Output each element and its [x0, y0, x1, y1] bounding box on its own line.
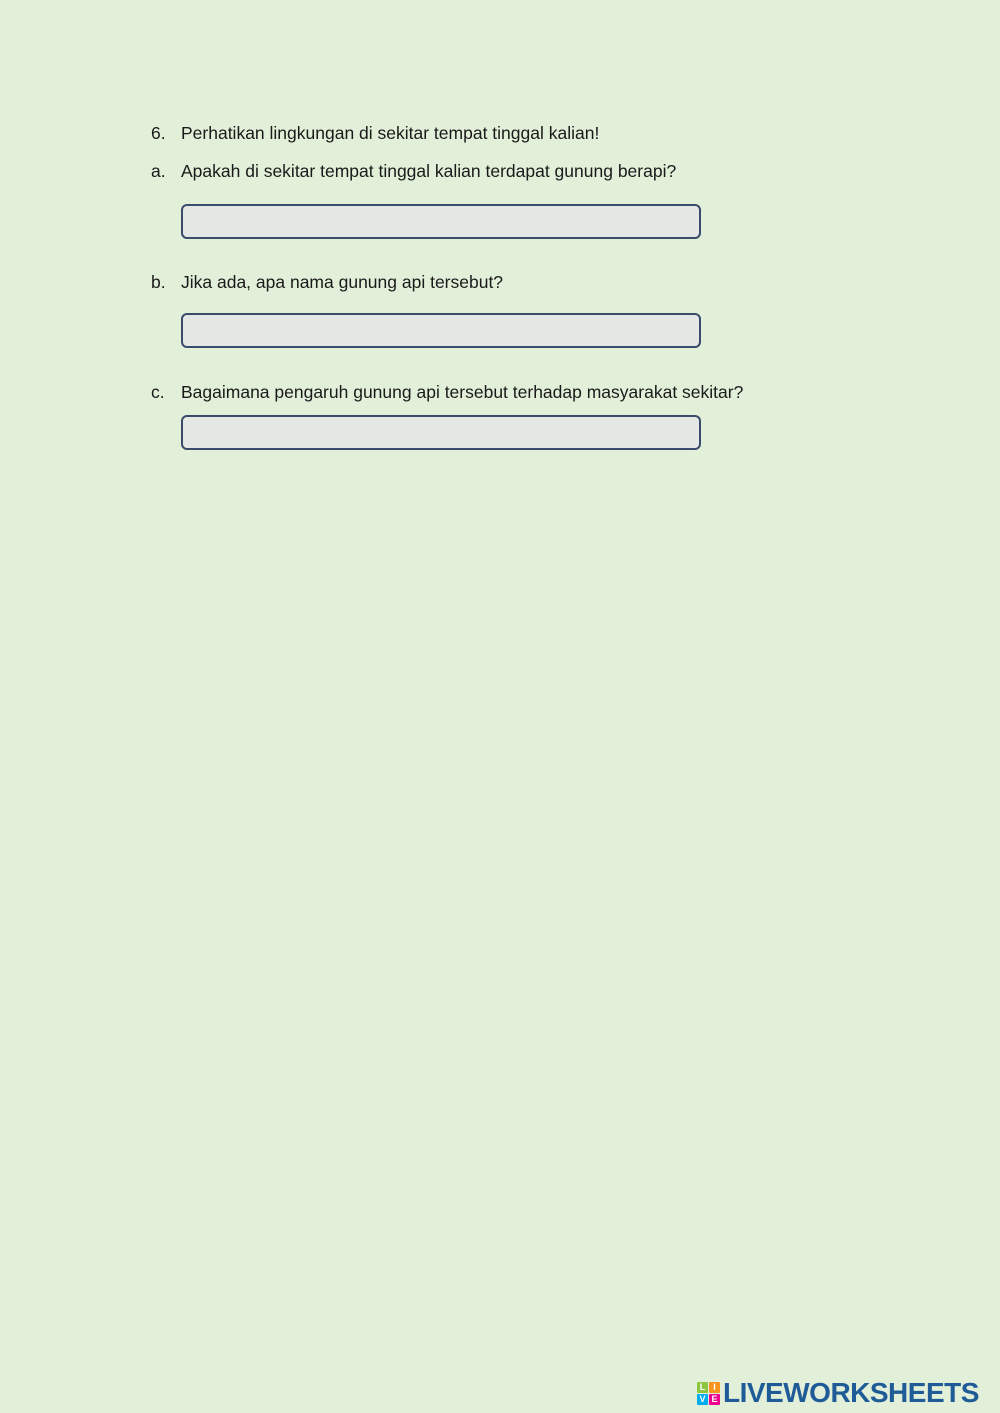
subquestion-c-text: Bagaimana pengaruh gunung api tersebut terhadap masyarakat sekitar?	[181, 382, 744, 402]
answer-input-a[interactable]	[181, 204, 701, 239]
subquestion-b-text: Jika ada, apa nama gunung api tersebut?	[181, 272, 504, 292]
subquestion-c	[151, 381, 743, 403]
subquestion-a	[151, 160, 676, 182]
subquestion-a-text: Apakah di sekitar tempat tinggal kalian terdapat gunung berapi?	[181, 161, 677, 181]
main-question	[151, 122, 599, 144]
answer-input-c[interactable]	[181, 415, 701, 450]
subquestion-c-marker: c.	[151, 382, 165, 402]
question-number: 6.	[151, 123, 166, 143]
logo-icon-letter-i: I	[709, 1382, 720, 1393]
answer-input-b[interactable]	[181, 313, 701, 348]
question-text: Perhatikan lingkungan di sekitar tempat tinggal kalian!	[181, 123, 600, 143]
subquestion-a-marker: a.	[151, 161, 166, 181]
logo-icon-letter-e: E	[709, 1394, 720, 1405]
subquestion-b	[151, 271, 503, 293]
liveworksheets-logo-icon	[697, 1382, 720, 1405]
subquestion-b-marker: b.	[151, 272, 166, 292]
logo-text: LIVEWORKSHEETS	[723, 1377, 979, 1408]
liveworksheets-logo	[697, 1378, 979, 1408]
logo-icon-letter-l: L	[697, 1382, 708, 1393]
logo-icon-letter-v: V	[697, 1394, 708, 1405]
